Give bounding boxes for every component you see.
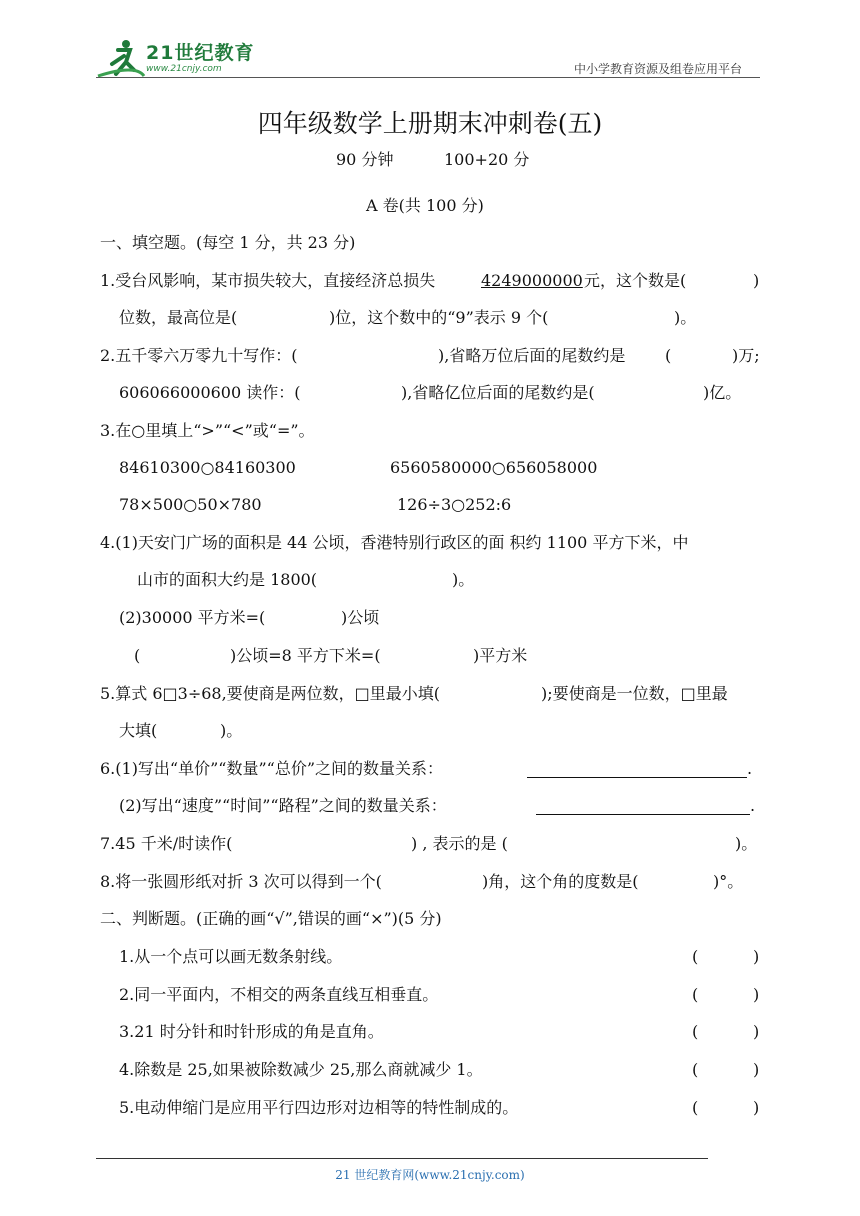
- q2-text-f: ),省略亿位后面的尾数约是(: [401, 383, 595, 402]
- page-title: 四年级数学上册期末冲刺卷(五): [257, 109, 603, 138]
- q3-compare-c: 78×500○50×780: [119, 495, 262, 514]
- judge-paren-close-2: ): [753, 985, 760, 1004]
- q5-text-a: 5.算式 6□3÷68,要使商是两位数，□里最小填(: [100, 684, 441, 703]
- logo-text: 21世纪教育: [146, 42, 255, 64]
- q8-text-c: )°。: [713, 872, 744, 891]
- judge-paren-close-5: ): [753, 1098, 760, 1117]
- q4-text-b: 山市的面积大约是 1800(: [137, 570, 318, 589]
- footer-link[interactable]: 21 世纪教育网(www.21cnjy.com): [335, 1168, 525, 1182]
- q5-text-b: );要使商是一位数，□里最: [541, 684, 728, 703]
- q5-text-d: )。: [220, 721, 243, 740]
- q1-text-b: 元，这个数是(: [584, 271, 687, 290]
- judge-item-1: 1.从一个点可以画无数条射线。: [119, 947, 343, 966]
- q8-text-a: 8.将一张圆形纸对折 3 次可以得到一个(: [100, 872, 382, 891]
- q2-text-e: 606066000600 读作：(: [119, 383, 301, 402]
- judge-paren-close-3: ): [753, 1022, 760, 1041]
- judge-item-4: 4.除数是 25,如果被除数减少 25,那么商就减少 1。: [119, 1060, 483, 1079]
- judge-item-5: 5.电动伸缩门是应用平行四边形对边相等的特性制成的。: [119, 1098, 519, 1117]
- q1-text-d: 位数，最高位是(: [119, 308, 238, 327]
- q2-text-b: ),省略万位后面的尾数约是: [438, 346, 626, 365]
- q1-text-e: )位，这个数中的“9”表示 9 个(: [329, 308, 549, 327]
- judge-item-3: 3.21 时分针和时针形成的角是直角。: [119, 1022, 384, 1041]
- logo-url: www.21cnjy.com: [146, 64, 222, 74]
- q3-title: 3.在○里填上“>”“<”或“=”。: [100, 421, 315, 440]
- header-platform-text: 中小学教育资源及组卷应用平台: [574, 62, 743, 76]
- q4-text-e: )公顷: [341, 608, 380, 627]
- judge-item-2: 2.同一平面内，不相交的两条直线互相垂直。: [119, 985, 439, 1004]
- q2-text-a: 2.五千零六万零九十写作：(: [100, 346, 298, 365]
- section-a-title: A 卷(共 100 分): [366, 196, 484, 215]
- q1-number: 4249000000: [481, 271, 583, 290]
- q7-text-b: ) , 表示的是 (: [411, 834, 508, 853]
- judge-paren-open-5[interactable]: (: [692, 1098, 699, 1117]
- q2-text-d: )万;: [732, 346, 760, 365]
- q1-text-f: )。: [674, 308, 697, 327]
- q6-text-a: 6.(1)写出“单价”“数量”“总价”之间的数量关系：: [100, 759, 444, 778]
- judge-paren-close-4: ): [753, 1060, 760, 1079]
- q3-compare-d: 126÷3○252:6: [397, 495, 512, 514]
- q6-answer-line-2[interactable]: [536, 798, 750, 815]
- q3-compare-b: 6560580000○656058000: [390, 458, 598, 477]
- q4-text-h: )平方米: [473, 646, 528, 665]
- q6-text-b: (2)写出“速度”“时间”“路程”之间的数量关系：: [119, 796, 447, 815]
- judge-paren-open-4[interactable]: (: [692, 1060, 699, 1079]
- q7-text-a: 7.45 千米/时读作(: [100, 834, 233, 853]
- q6-answer-line-1[interactable]: [527, 761, 747, 778]
- exam-score: 100+20 分: [444, 150, 530, 169]
- judge-paren-open-1[interactable]: (: [692, 947, 699, 966]
- q4-text-d: (2)30000 平方米=(: [119, 608, 266, 627]
- judge-paren-open-2[interactable]: (: [692, 985, 699, 1004]
- judge-paren-close-1: ): [753, 947, 760, 966]
- footer-divider: [96, 1158, 708, 1159]
- header-divider: [96, 77, 760, 78]
- judge-paren-open-3[interactable]: (: [692, 1022, 699, 1041]
- part2-title: 二、判断题。(正确的画“√”,错误的画“×”)(5 分): [100, 909, 442, 928]
- q1-text-c: ): [753, 271, 760, 290]
- q4-text-a: 4.(1)天安门广场的面积是 44 公顷，香港特别行政区的面 积约 1100 平方下米，中: [100, 533, 689, 552]
- q4-text-c: )。: [452, 570, 475, 589]
- q6-dot-2: .: [750, 796, 756, 815]
- q4-text-f: (: [134, 646, 141, 665]
- q1-text-a: 1.受台风影响，某市损失较大，直接经济总损失: [100, 271, 436, 290]
- exam-time: 90 分钟: [336, 150, 394, 169]
- q4-text-g: )公顷=8 平方下米=(: [230, 646, 381, 665]
- q2-text-c: (: [665, 346, 672, 365]
- q5-text-c: 大填(: [119, 721, 158, 740]
- q7-text-c: )。: [735, 834, 758, 853]
- part1-title: 一、填空题。(每空 1 分，共 23 分): [100, 233, 356, 252]
- q6-dot-1: .: [747, 759, 753, 778]
- q3-compare-a: 84610300○84160300: [119, 458, 296, 477]
- q2-text-g: )亿。: [703, 383, 742, 402]
- q8-text-b: )角，这个角的度数是(: [482, 872, 639, 891]
